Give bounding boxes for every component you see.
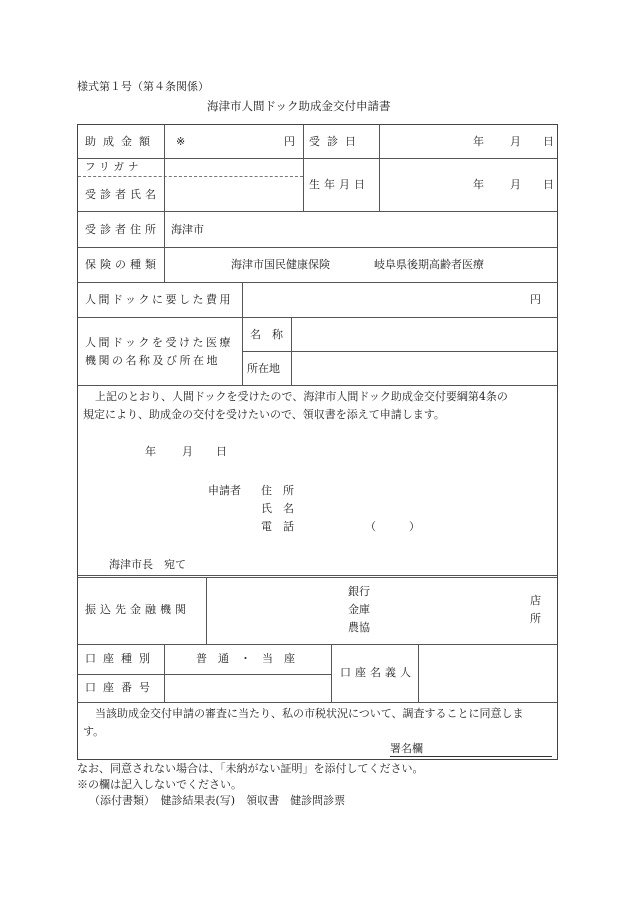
statement-line2: 規定により、助成金の交付を受けたいので、領収書を添えて申請します。: [83, 408, 445, 421]
account-holder-label: 口座名義人: [340, 666, 415, 679]
birth-year: 年: [473, 178, 484, 191]
institution-location-label: 所在地: [247, 362, 280, 375]
applicant-label: 申請者: [208, 484, 241, 497]
note-line1: なお、同意されない場合は、「未納がない証明」を添付してください。: [77, 762, 424, 775]
branch-store-label: 店: [530, 594, 541, 607]
cost-label: 人間ドックに要した費用: [85, 293, 234, 306]
institution-label-line2: 機関の名称及び所在地: [85, 354, 220, 367]
exam-day: 日: [543, 135, 554, 148]
signature-label: 署名欄: [390, 742, 423, 755]
insurance-type-label: 保険の種類: [85, 258, 160, 271]
account-type-options: 普 通 ・ 当 座: [196, 652, 295, 665]
bank-option-shinkin: 金庫: [348, 603, 370, 616]
applicant-address-label: 住 所: [261, 484, 294, 497]
institution-label-line1: 人間ドックを受けた医療: [85, 336, 234, 349]
insurance-option-national: 海津市国民健康保険: [231, 258, 330, 271]
signature-line: [390, 756, 552, 757]
examinee-name-label: 受診者氏名: [85, 188, 160, 201]
institution-name-label: 名 称: [250, 328, 283, 341]
cost-yen: 円: [530, 293, 541, 306]
insurance-option-elderly: 岐阜県後期高齢者医療: [374, 258, 484, 271]
address-value: 海津市: [171, 223, 204, 236]
date-year: 年: [145, 445, 156, 458]
date-day: 日: [216, 445, 227, 458]
applicant-phone-label: 電 話: [261, 520, 294, 533]
applicant-name-label: 氏 名: [261, 502, 294, 515]
phone-parentheses: （ ）: [365, 520, 420, 533]
date-month: 月: [182, 445, 193, 458]
account-number-label: 口座番号: [85, 681, 157, 694]
form-title: 海津市人間ドック助成金交付申請書: [207, 99, 391, 113]
consent-line2: す。: [83, 725, 105, 738]
birth-month: 月: [510, 178, 521, 191]
account-type-label: 口座種別: [85, 652, 157, 665]
exam-year: 年: [473, 135, 484, 148]
branch-office-label: 所: [530, 612, 541, 625]
consent-line1: 当該助成金交付申請の審査に当たり、私の市税状況について、調査することに同意しま: [95, 707, 524, 720]
bank-option-nokyo: 農協: [348, 621, 370, 634]
furigana-label: フリガナ: [85, 161, 143, 173]
amount-label: 助成金額: [85, 135, 157, 148]
office-use-mark: ※: [176, 135, 186, 148]
birth-day: 日: [543, 178, 554, 191]
examinee-address-label: 受診者住所: [85, 223, 160, 236]
amount-yen: 円: [284, 135, 295, 148]
addressee: 海津市長 宛て: [109, 558, 186, 571]
exam-month: 月: [510, 135, 521, 148]
statement-line1: 上記のとおり、人間ドックを受けたので、海津市人間ドック助成金交付要綱第4条の: [95, 390, 508, 403]
application-form: [77, 124, 558, 760]
note-line2: ※の欄は記入しないでください。: [77, 778, 242, 791]
exam-date-label: 受診日: [309, 135, 363, 148]
attached-documents: （添付書類） 健診結果表(写) 領収書 健診問診票: [89, 794, 346, 807]
birthdate-label: 生年月日: [309, 178, 369, 191]
bank-option-bank: 銀行: [348, 585, 370, 598]
form-number: 様式第１号（第４条関係）: [77, 80, 209, 93]
bank-label: 振込先金融機関: [85, 603, 190, 616]
